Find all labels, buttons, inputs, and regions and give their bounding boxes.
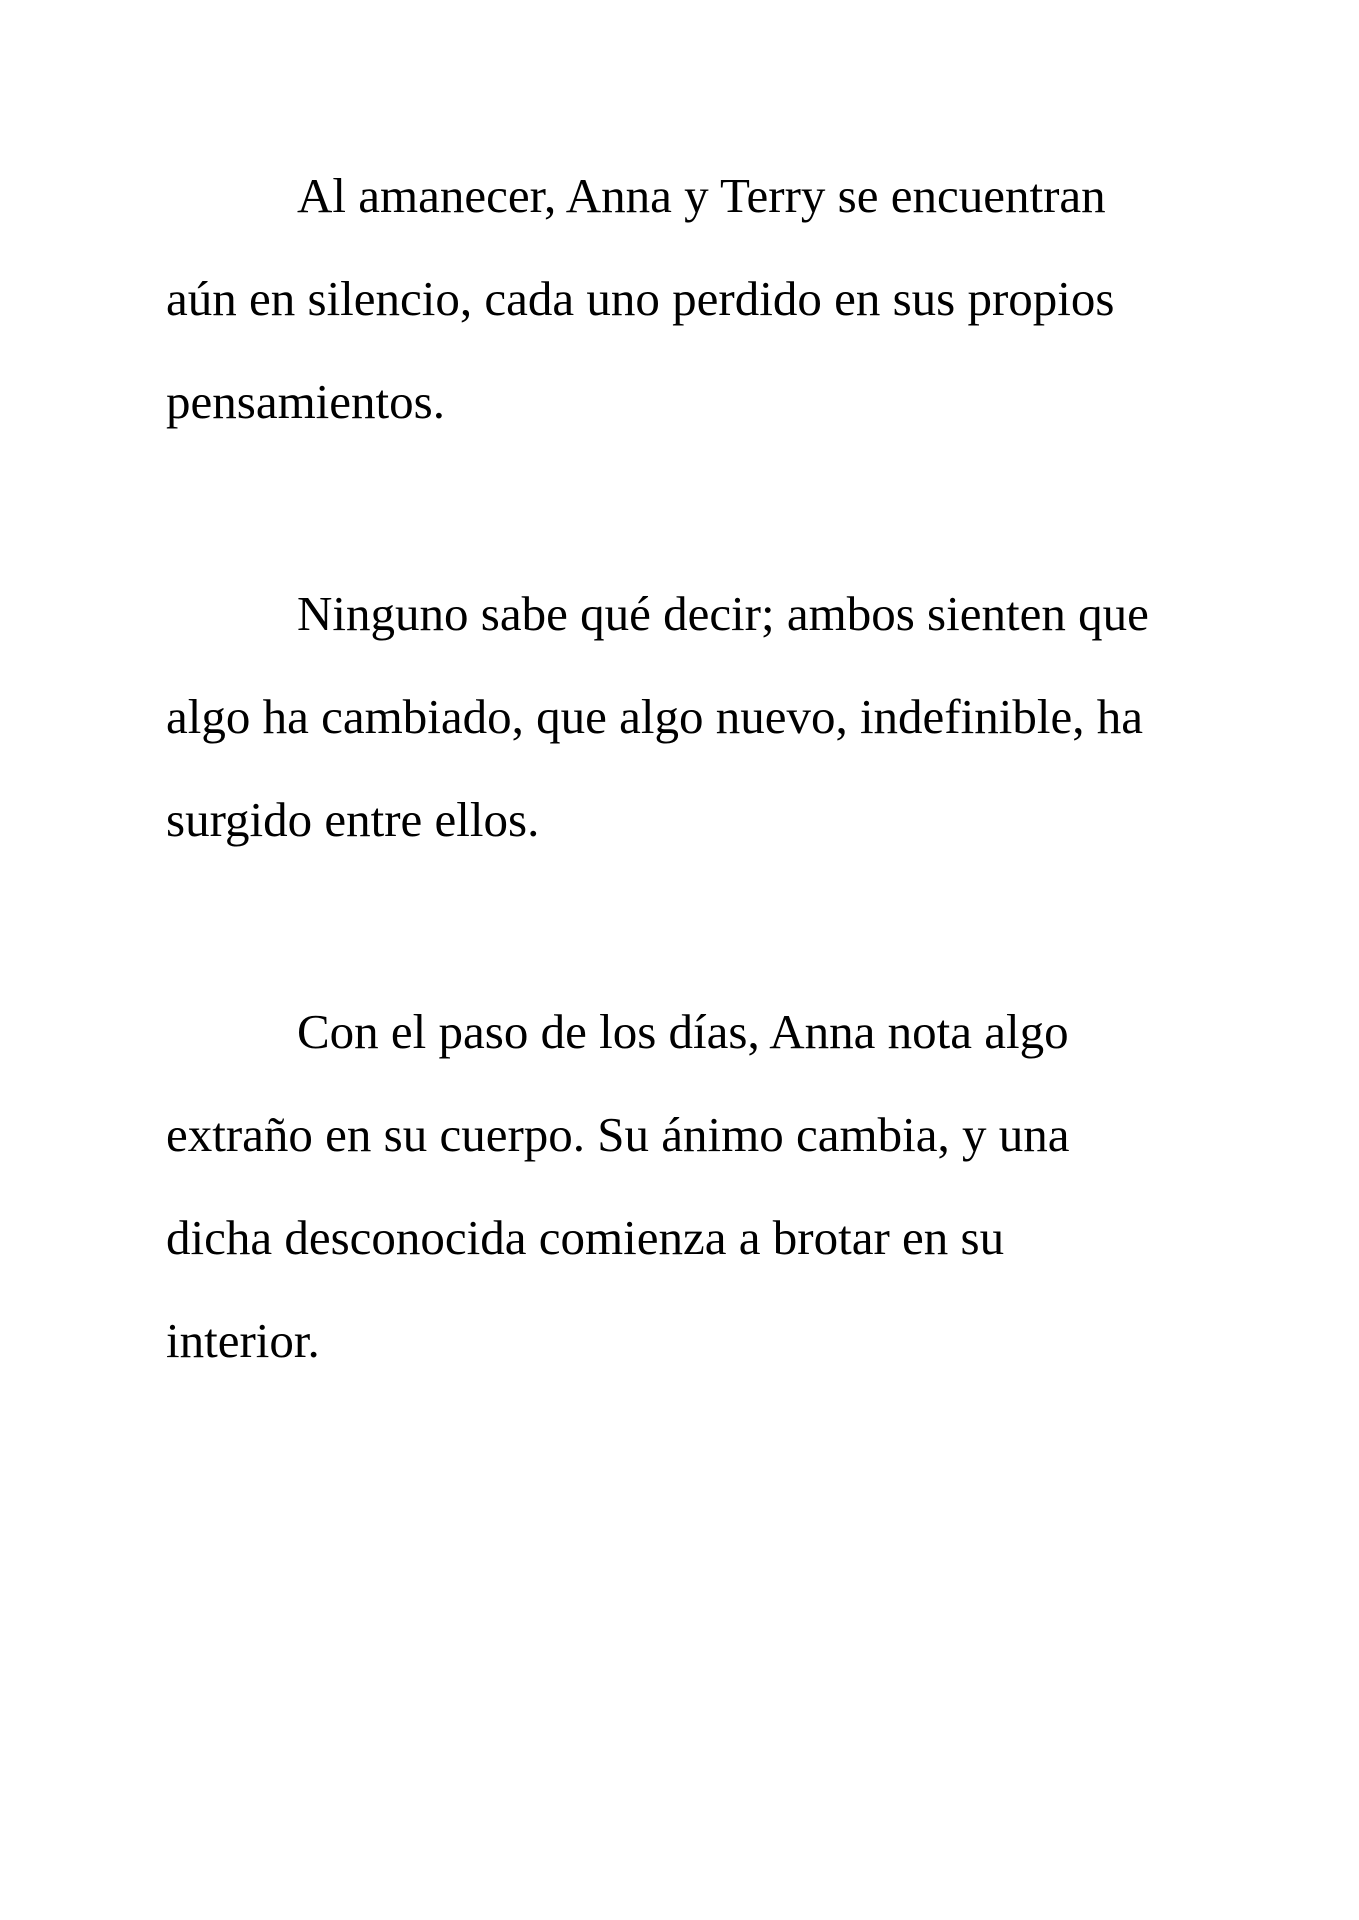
text-content — [166, 144, 1193, 1392]
text-line: dicha desconocida comienza a brotar en su — [166, 1210, 1005, 1265]
text-line: Con el paso de los días, Anna nota algo — [297, 1004, 1069, 1059]
text-line: pensamientos. — [166, 374, 445, 429]
text-line: extraño en su cuerpo. Su ánimo cambia, y una — [166, 1107, 1070, 1162]
text-line: algo ha cambiado, que algo nuevo, indefinible, ha — [166, 689, 1143, 744]
text-line: interior. — [166, 1313, 320, 1368]
text-line: Ninguno sabe qué decir; ambos sienten que — [297, 586, 1149, 641]
paragraph — [166, 144, 1193, 453]
paragraph — [166, 980, 1193, 1392]
text-line: Al amanecer, Anna y Terry se encuentran — [297, 168, 1106, 223]
paragraph — [166, 562, 1193, 871]
text-line: aún en silencio, cada uno perdido en sus propios — [166, 271, 1115, 326]
text-line: surgido entre ellos. — [166, 792, 540, 847]
